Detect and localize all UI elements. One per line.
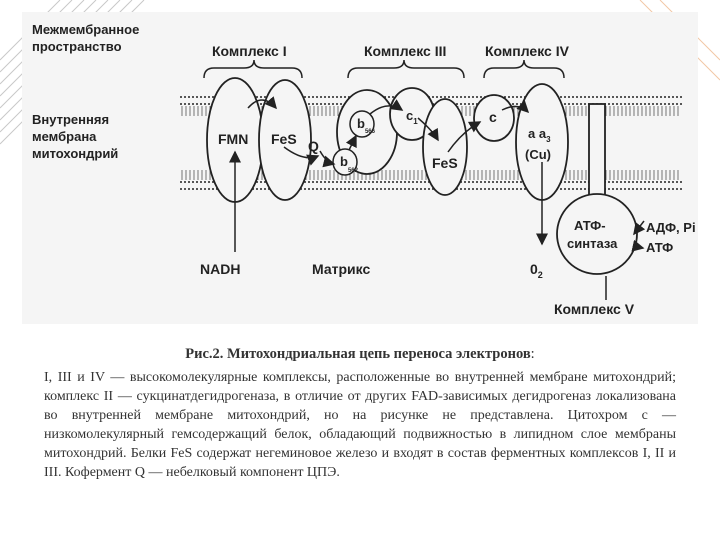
intermembrane-label-line1: Межмембранное [32,22,140,37]
complex-3-brace [348,60,464,78]
inner-membrane-label-line1: Внутренняя [32,112,110,127]
complex-1 [207,78,311,202]
complex-1-label: Комплекс I [212,43,287,59]
intermembrane-label-line2: пространство [32,39,122,54]
electron-transport-chain-diagram [22,12,698,324]
caption-title-text: Рис.2. Митохондриальная цепь переноса электронов [185,346,531,362]
caption-title-colon: : [530,346,535,362]
complex-3 [308,88,467,195]
q-label: Q [308,138,319,154]
c1-label: $c_1$ [406,108,418,126]
complex-4-label: Комплекс IV [485,43,569,59]
fmn-label: FMN [218,131,249,147]
inner-membrane-label-line3: митохондрий [32,146,119,161]
complex-5 [554,104,696,317]
complex-4-brace [484,60,564,78]
nadh-label: NADH [200,261,241,277]
b566-label: $b_{566}$ [357,116,375,135]
atp-synthase-label-line2: синтаза [567,236,618,251]
figure-panel [22,12,698,324]
fes-protein-complex-3 [423,99,467,195]
caption-body: I, III и IV — высокомолекулярные комплексы, расположенные во внутренней мембране митохондрий; комплекс II — сукцинатдегидрогеназа, в отличие от других FAD-зависимых дегидрогеназ локализована во внутренней мембране митохондрий, но на рисунке не представлена. Цитохром с — низкомолекулярный гемсодержащий белок, обладающий подвижностью в липидном слое мембраны митохондрий. Белки FeS содержат негеминовое железо и входят в состав ферментных комплексов I, II и III. Кофермент Q — небелковый компонент ЦПЭ. [44,370,676,480]
aa3-label: a $a_3$ [528,126,551,144]
cu-label: (Cu) [525,147,551,162]
complex-3-label: Комплекс III [364,43,447,59]
complex-5-label: Комплекс V [554,301,635,317]
caption-title [0,346,720,363]
adp-pi-label: АДФ, Pi [646,220,696,235]
b562-label: $b_{562}$ [340,154,358,174]
complex-1-brace [204,60,302,78]
matrix-label: Матрикс [312,261,371,277]
o2-label: $0_2$ [530,261,543,280]
c-label: c [489,109,497,125]
atp-synthase-label-line1: АТФ- [574,218,606,233]
inner-membrane-label-line2: мембрана [32,129,97,144]
atp-synthase-head [557,194,637,274]
atp-label: АТФ [646,240,674,255]
fes-label-complex-3: FeS [432,155,458,171]
fes-label-complex-1: FeS [271,131,297,147]
q-to-b562-arrow [320,151,334,164]
